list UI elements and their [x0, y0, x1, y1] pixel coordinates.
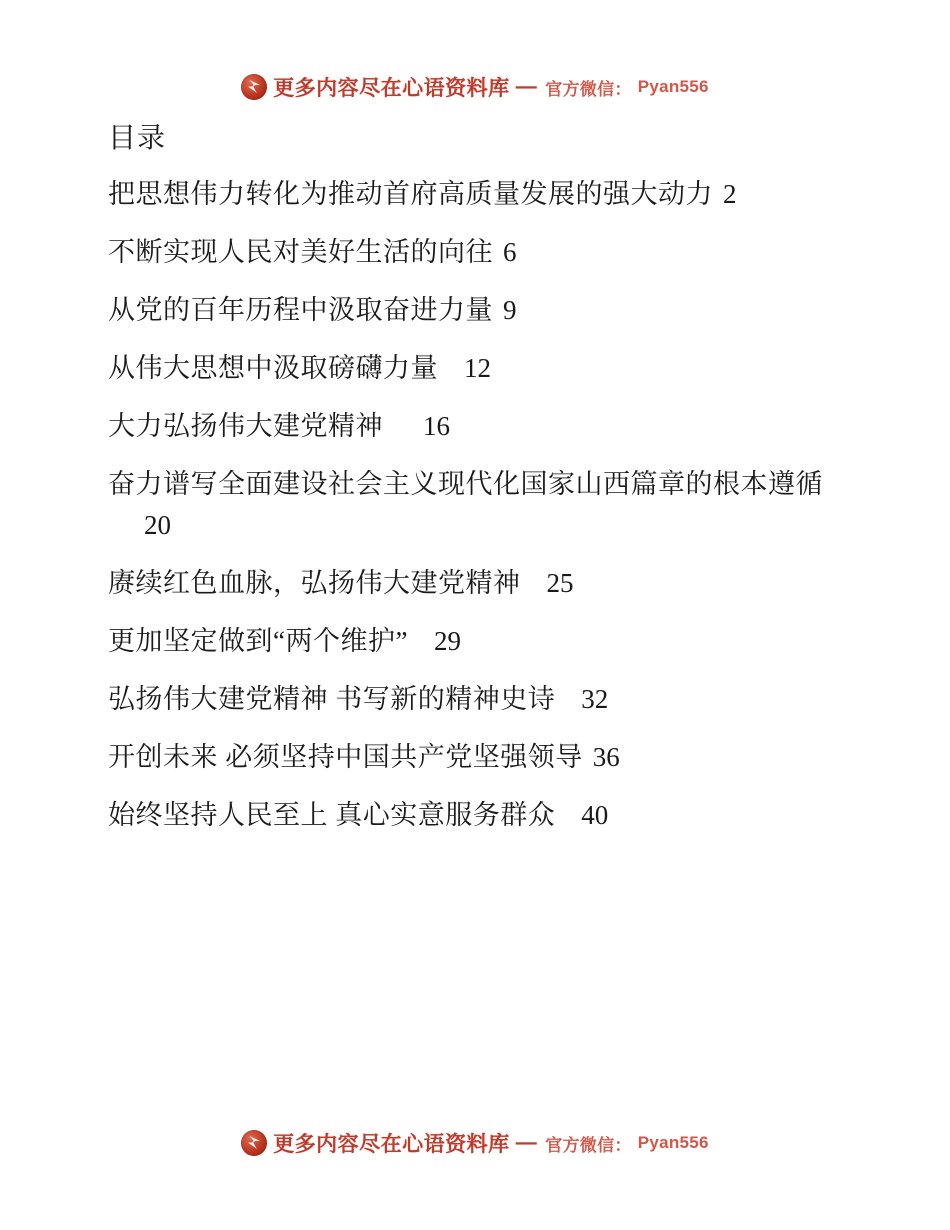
watermark-separator: —: [515, 75, 538, 98]
watermark-header: [0, 72, 950, 102]
toc-entry-page: 2: [723, 179, 737, 209]
toc-entry-text: 把思想伟力转化为推动首府高质量发展的强大动力: [108, 179, 713, 209]
toc-entry[interactable]: [104, 679, 854, 720]
watermark-wechat-label: 官方微信：: [545, 79, 632, 99]
toc-entry[interactable]: [104, 174, 854, 215]
toc-entry[interactable]: [104, 563, 854, 604]
toc-entry[interactable]: [104, 795, 854, 836]
brand-logo-icon: [241, 1130, 267, 1156]
toc-entry-text: 始终坚持人民至上 真心实意服务群众: [108, 800, 556, 831]
toc-entry-text: 从党的百年历程中汲取奋进力量: [108, 295, 493, 326]
toc-entry[interactable]: [104, 406, 854, 447]
brand-logo-icon: [241, 74, 267, 100]
table-of-contents: [104, 118, 854, 853]
watermark-wechat-label: 官方微信：: [545, 1135, 632, 1155]
toc-entry[interactable]: [104, 737, 854, 778]
toc-entry-text: 大力弘扬伟大建党精神: [108, 411, 383, 442]
toc-entry[interactable]: [104, 621, 854, 662]
toc-entry-text: 赓续红色血脉，弘扬伟大建党精神: [108, 568, 521, 599]
watermark-brand: 更多内容尽在心语资料库: [273, 77, 510, 100]
toc-entry-page: 40: [581, 800, 609, 831]
watermark-wechat-id: Pyan556: [637, 77, 709, 96]
toc-entry-page: 6: [503, 237, 517, 268]
watermark-separator: —: [515, 1131, 538, 1154]
toc-entry-page: 29: [433, 626, 461, 657]
toc-entry-page: 25: [546, 568, 574, 599]
toc-entry-page: 16: [423, 411, 450, 442]
toc-entry[interactable]: [104, 290, 854, 331]
toc-entry-text: 不断实现人民对美好生活的向往: [108, 237, 493, 268]
toc-entry-page: 9: [503, 295, 517, 326]
watermark-brand: 更多内容尽在心语资料库: [273, 1133, 510, 1156]
toc-entry-page: 36: [592, 742, 620, 773]
toc-entry-text: 更加坚定做到“两个维护”: [108, 626, 408, 657]
watermark-wechat-id: Pyan556: [637, 1133, 709, 1152]
toc-entry-text: 从伟大思想中汲取磅礴力量: [108, 353, 438, 384]
toc-entry[interactable]: [104, 348, 854, 389]
toc-entry-text: 弘扬伟大建党精神 书写新的精神史诗: [108, 684, 556, 715]
toc-entry-text: 开创未来 必须坚持中国共产党坚强领导: [108, 742, 583, 773]
toc-entry-page: 12: [464, 353, 491, 384]
page-title: 目录: [108, 123, 167, 154]
toc-entry-text: 奋力谱写全面建设社会主义现代化国家山西篇章的根本遵循: [108, 469, 823, 500]
toc-entry-page: 32: [581, 684, 609, 715]
watermark-footer: [0, 1128, 950, 1158]
toc-entry-page: 20: [144, 510, 171, 541]
toc-entry[interactable]: [104, 464, 854, 546]
toc-entry[interactable]: [104, 232, 854, 273]
